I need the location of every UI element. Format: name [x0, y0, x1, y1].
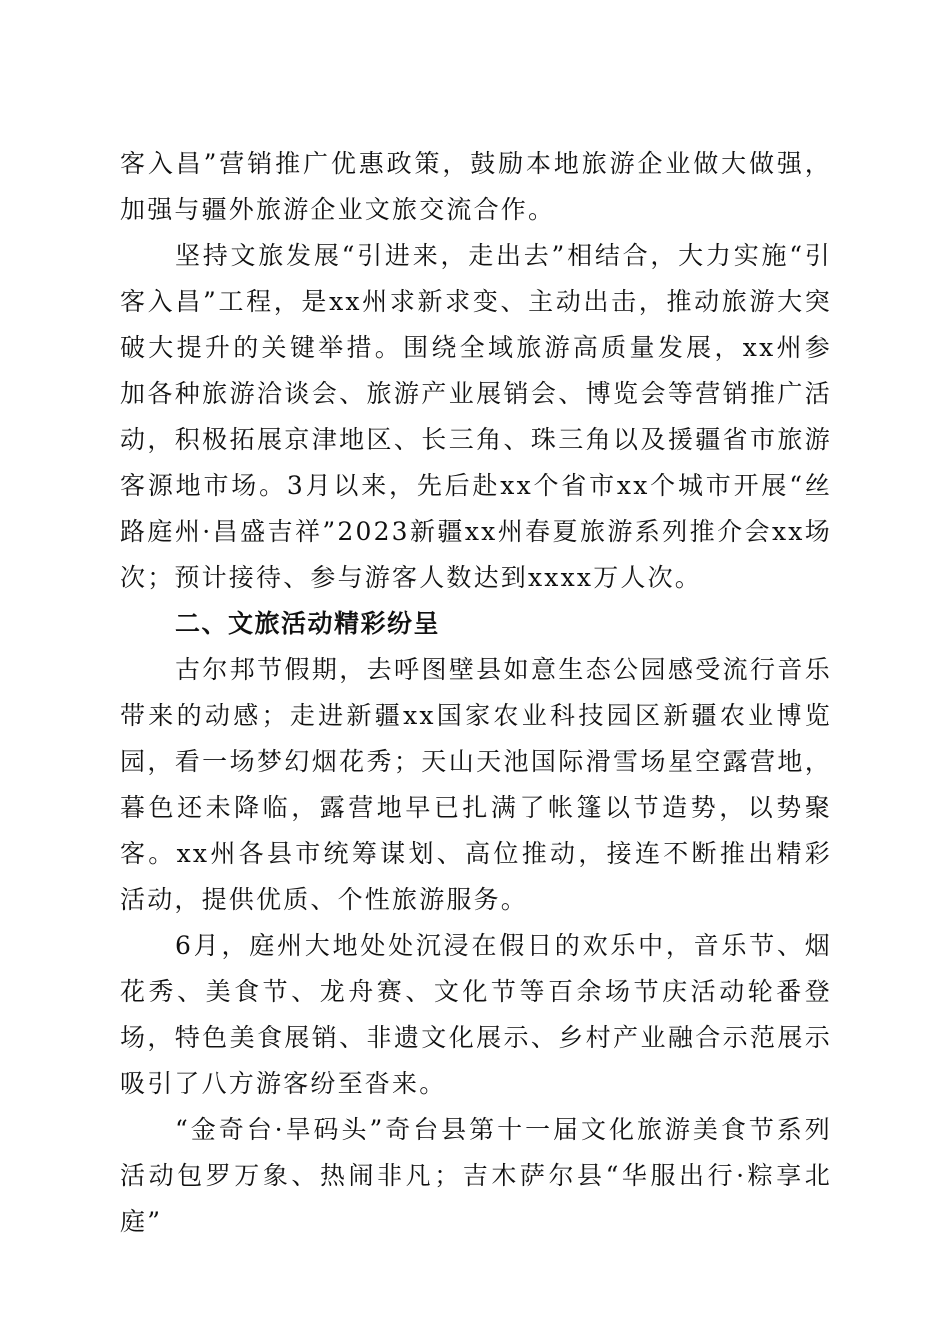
document-body [120, 141, 832, 1245]
section-heading: 二、文旅活动精彩纷呈 [175, 609, 441, 638]
paragraph-food-festival: “金奇台·旱码头”奇台县第十一届文化旅游美食节系列活动包罗万象、热闹非凡；吉木萨尔县“华服出行·粽享北庭” [120, 1115, 832, 1236]
paragraph-june-festivals: 6月，庭州大地处处沉浸在假日的欢乐中，音乐节、烟花秀、美食节、龙舟赛、文化节等百余场节庆活动轮番登场，特色美食展销、非遗文化展示、乡村产业融合示范展示吸引了八方游客纷至沓来。 [120, 931, 832, 1098]
paragraph-continuation: 客入昌”营销推广优惠政策，鼓励本地旅游企业做大做强，加强与疆外旅游企业文旅交流合作。 [120, 149, 832, 224]
paragraph-inbound-marketing: 坚持文旅发展“引进来，走出去”相结合，大力实施“引客入昌”工程，是xx州求新求变、主动出击，推动旅游大突破大提升的关键举措。围绕全域旅游高质量发展，xx州参加各种旅游洽谈会、旅游产业展销会、博览会等营销推广活动，积极拓展京津地区、长三角、珠三角以及援疆省市旅游客源地市场。3月以来，先后赴xx个省市xx个城市开展“丝路庭州·昌盛吉祥”2023新疆xx州春夏旅游系列推介会xx场次；预计接待、参与游客人数达到xxxx万人次。 [120, 241, 832, 592]
paragraph-holiday-activities: 古尔邦节假期，去呼图壁县如意生态公园感受流行音乐带来的动感；走进新疆xx国家农业科技园区新疆农业博览园，看一场梦幻烟花秀；天山天池国际滑雪场星空露营地，暮色还未降临，露营地早已扎满了帐篷以节造势，以势聚客。xx州各县市统筹谋划、高位推动，接连不断推出精彩活动，提供优质、个性旅游服务。 [120, 655, 832, 914]
